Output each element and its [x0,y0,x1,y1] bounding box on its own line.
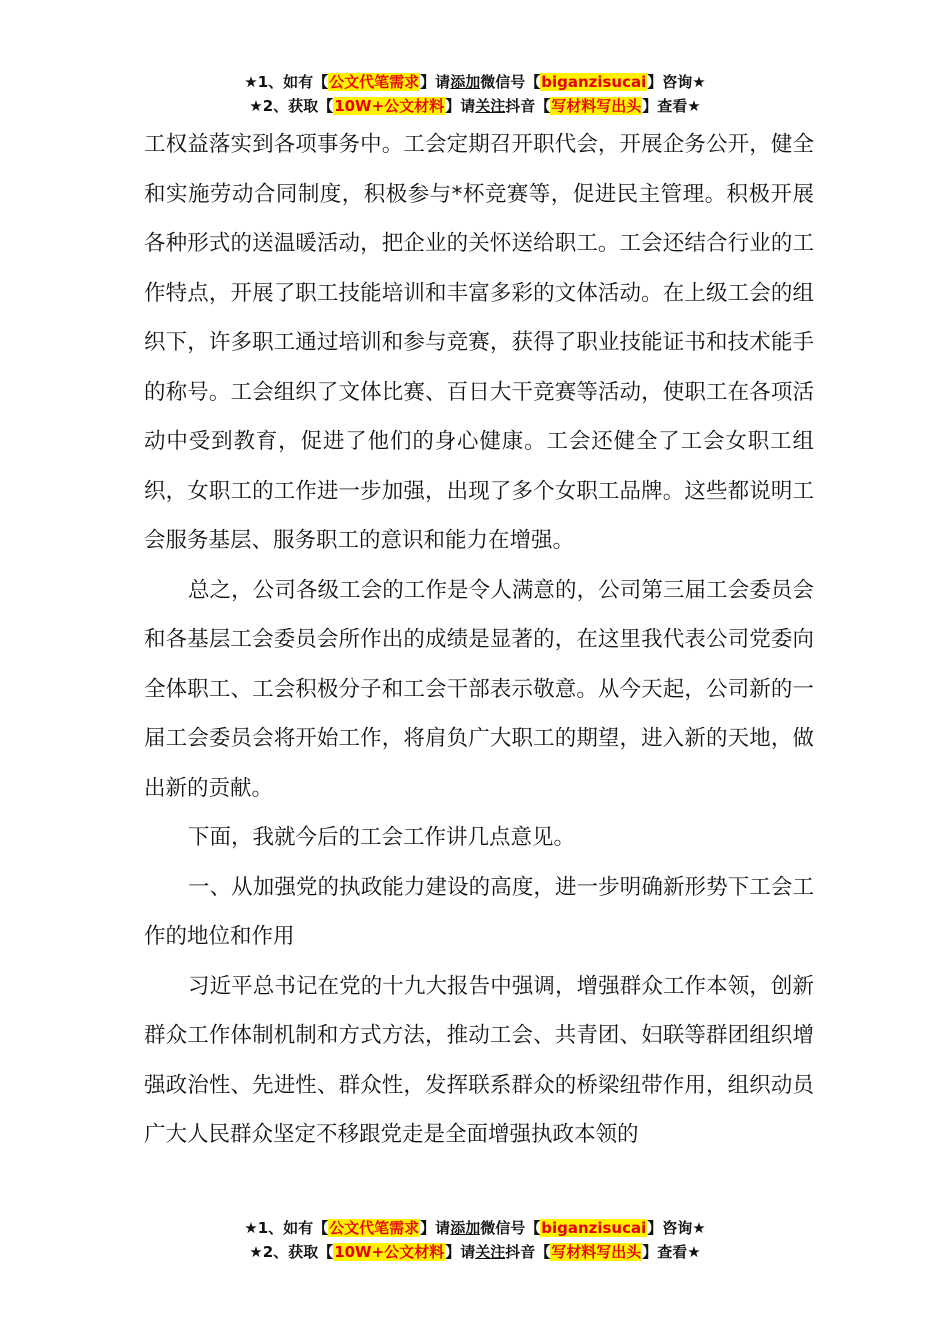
document-body [144,120,814,1160]
paragraph [144,813,814,863]
banner-text: 微信号【 [480,73,541,91]
highlight-text: 写材料写出头 [551,1243,642,1261]
banner-text: 】查看★ [642,1243,701,1261]
banner-text: 微信号【 [480,1219,541,1237]
underlined-text: 关注 [475,97,506,115]
text-line: 一、从加强党的执政能力建设的高度，进一步明确新形势下工 [188,874,771,900]
highlight-text: 写材料写出头 [551,97,642,115]
banner-text: ★1、如有【 [244,1219,329,1237]
banner-line-2 [0,94,950,118]
section-heading [144,863,814,962]
text-line: 在上级工会的组织下，许多职工通过培训和参与竞赛，获得了职业 [144,280,814,355]
text-line: 等活动，使职工在各项活动中受到教育，促进了他们的身心健康。 [144,379,814,454]
text-line: 习近平总书记在党的十九大报告中强调，增强群众工作本领， [188,973,771,999]
paragraph [144,120,814,566]
text-line: 极开展各种形式的送温暖活动，把企业的关怀送给职工。工会还结 [144,181,814,256]
footer-banner [0,1216,950,1264]
banner-text: ★2、获取【 [249,97,334,115]
underlined-text: 关注 [475,1243,506,1261]
banner-text: 】请 [420,1219,451,1237]
highlight-text: biganzisucai [541,1219,647,1237]
text-line: 团组织增强政治性、先进性、群众性，发挥联系群众的桥梁纽带作 [144,1023,814,1098]
paragraph [144,962,814,1160]
paragraph [144,566,814,814]
text-line: 合行业的工作特点，开展了职工技能培训和丰富多彩的文体活动。 [144,231,814,306]
text-line: 会工作的地位和作用 [144,874,814,949]
banner-text: 抖音【 [505,97,551,115]
text-line: 工权益落实到各项事务中。工会定期召开职代会，开展企务公开， [144,132,771,157]
banner-text: ★1、如有【 [244,73,329,91]
banner-line-1 [0,70,950,94]
text-line: 总之，公司各级工会的工作是令人满意的，公司第三届工会委 [188,577,771,603]
banner-text: 】查看★ [642,97,701,115]
text-line: 下面，我就今后的工会工作讲几点意见。 [188,825,576,850]
banner-text: 】咨询★ [647,73,706,91]
banner-line-2 [0,1240,950,1264]
text-line: 力在增强。 [466,528,575,553]
highlight-text: 公文代笔需求 [329,1219,420,1237]
highlight-text: biganzisucai [541,73,647,91]
underlined-text: 添加 [450,73,481,91]
banner-text: 】请 [445,1243,476,1261]
highlight-text: 10W+公文材料 [334,97,445,115]
text-line: 技能证书和技术能手的称号。工会组织了文体比赛、百日大干竞赛 [144,330,814,405]
text-line: 工会还健全了工会女职工组织，女职工的工作进一步加强，出现了 [144,429,814,504]
text-line: 员会和各基层工会委员会所作出的成绩是显著的，在这里我代表公 [144,577,814,652]
underlined-text: 添加 [450,1219,481,1237]
banner-text: ★2、获取【 [249,1243,334,1261]
banner-text: 】请 [420,73,451,91]
text-line: 司党委向全体职工、工会积极分子和工会干部表示敬意。从今天起， [144,627,814,702]
text-line: 健全和实施劳动合同制度，积极参与*杯竞赛等，促进民主管理。积 [144,132,814,207]
highlight-text: 公文代笔需求 [329,73,420,91]
header-banner [0,70,950,118]
banner-text: 】咨询★ [647,1219,706,1237]
banner-text: 】请 [445,97,476,115]
highlight-text: 10W+公文材料 [334,1243,445,1261]
text-line: 用，组织动员广大人民群众坚定不移跟党走是全面增强执政本领的 [144,1072,814,1147]
banner-text: 抖音【 [505,1243,551,1261]
text-line: 多个女职工品牌。这些都说明工会服务基层、服务职工的意识和能 [144,478,814,553]
text-line: 公司新的一届工会委员会将开始工作，将肩负广大职工的期望，进 [144,676,814,751]
banner-line-1 [0,1216,950,1240]
text-line: 入新的天地，做出新的贡献。 [144,726,814,801]
text-line: 创新群众工作体制机制和方式方法，推动工会、共青团、妇联等群 [144,973,814,1048]
